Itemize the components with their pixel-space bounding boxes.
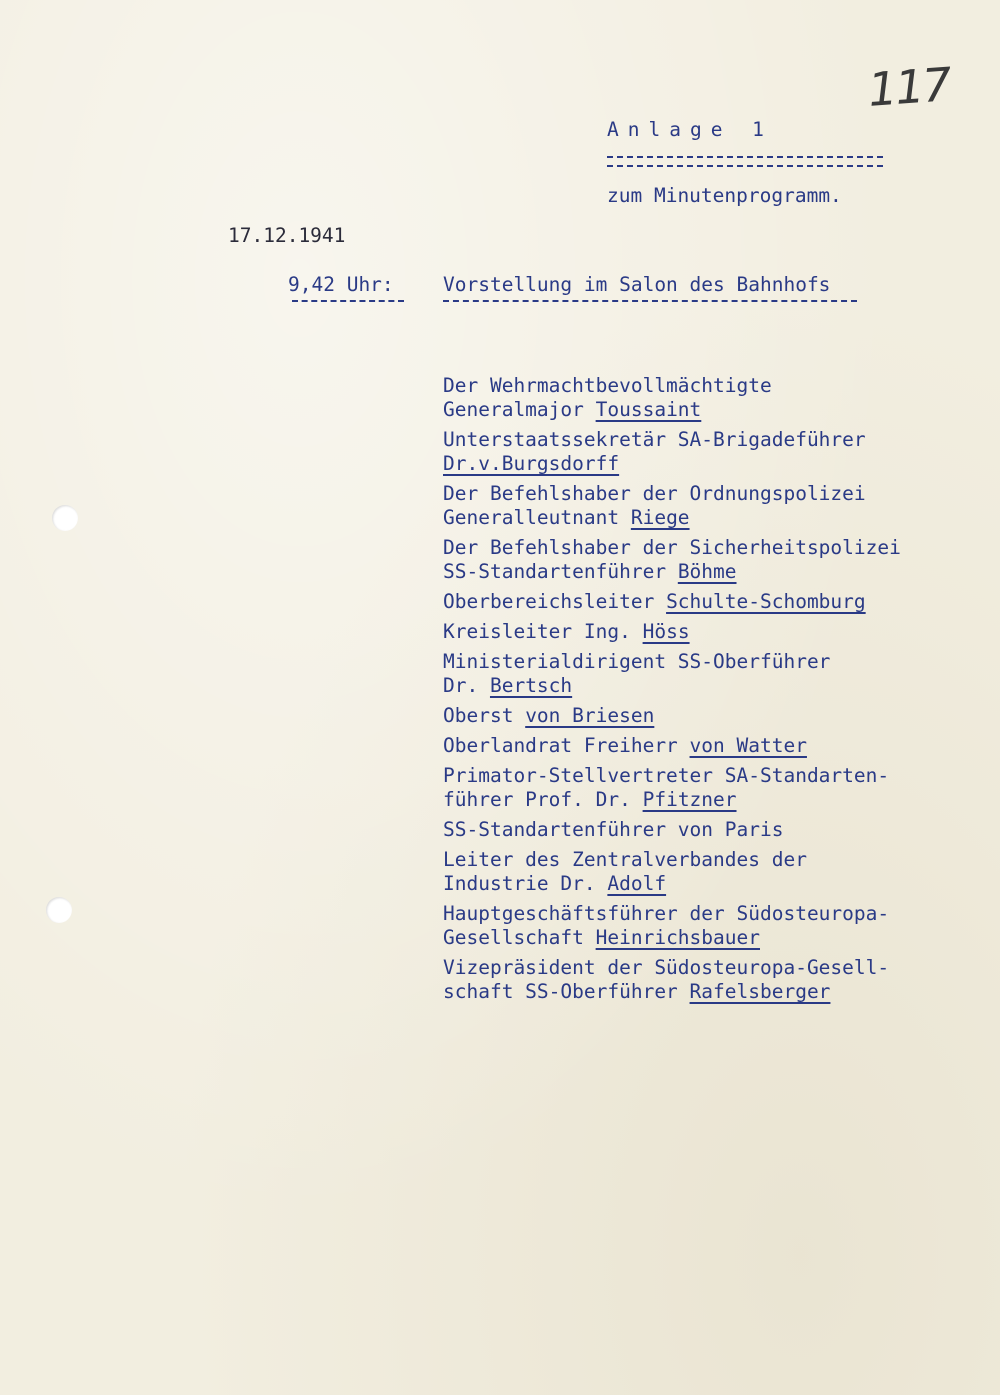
attendee-title-text: Hauptgeschäftsführer der Südosteuropa- — [443, 902, 890, 925]
attendee-name: Rafelsberger — [689, 980, 831, 1003]
attendee-entry — [443, 902, 901, 950]
attendee-title-text: Primator-Stellvertreter SA-Standarten- — [443, 764, 890, 787]
attendee-entry — [443, 536, 901, 584]
attendee-title-text: Gesellschaft — [443, 926, 596, 949]
attendee-line — [443, 506, 901, 530]
attendee-name: von Watter — [689, 734, 807, 757]
attendee-name: Heinrichsbauer — [595, 926, 760, 949]
attendee-line — [443, 704, 901, 728]
attendee-title-text: Dr. — [443, 674, 490, 697]
attendee-name: Böhme — [677, 560, 737, 583]
attendee-line — [443, 956, 901, 980]
attendee-entry — [443, 956, 901, 1004]
attendee-title-text: Unterstaatssekretär SA-Brigadeführer — [443, 428, 866, 451]
attendee-name: Toussaint — [595, 398, 702, 421]
attendee-entry — [443, 650, 901, 698]
attendee-title-text: Generalleutnant — [443, 506, 631, 529]
attendee-name: Bertsch — [489, 674, 573, 697]
handwritten-page-number: 117 — [866, 57, 952, 117]
attendee-line — [443, 872, 901, 896]
attendee-title-text: Ministerialdirigent SS-Oberführer — [443, 650, 831, 673]
attendee-name: Pfitzner — [642, 788, 737, 811]
attendee-list — [443, 374, 901, 1010]
attendee-name: Dr.v.Burgsdorff — [443, 452, 620, 475]
attendee-line — [443, 848, 901, 872]
attendee-title-text: Der Befehlshaber der Ordnungspolizei — [443, 482, 866, 505]
attendee-title-text: Oberbereichsleiter — [443, 590, 667, 613]
attendee-line — [443, 536, 901, 560]
attendee-entry — [443, 734, 901, 758]
attendee-line — [443, 428, 901, 452]
attendee-line — [443, 560, 901, 584]
attendee-title-text: Oberst — [443, 704, 526, 727]
attendee-entry — [443, 374, 901, 422]
attendee-line — [443, 374, 901, 398]
attendee-entry — [443, 620, 901, 644]
attendee-line — [443, 902, 901, 926]
attendee-entry — [443, 590, 901, 614]
attendee-title-text: schaft SS-Oberführer — [443, 980, 690, 1003]
punch-hole-top — [52, 505, 78, 531]
attendee-entry — [443, 704, 901, 728]
attendee-line — [443, 590, 901, 614]
attendee-line — [443, 482, 901, 506]
attendee-entry — [443, 428, 901, 476]
attendee-line — [443, 620, 901, 644]
time-underline — [292, 300, 404, 302]
attendee-title-text: Oberlandrat Freiherr — [443, 734, 690, 757]
annex-subheading: zum Minutenprogramm. — [607, 184, 842, 207]
attendee-title-text: Der Befehlshaber der Sicherheitspolizei — [443, 536, 901, 559]
attendee-title-text: Generalmajor — [443, 398, 596, 421]
attendee-title-text: führer Prof. Dr. — [443, 788, 643, 811]
attendee-name: Höss — [642, 620, 690, 643]
attendee-title-text: Leiter des Zentralverbandes der — [443, 848, 807, 871]
attendee-line — [443, 650, 901, 674]
attendee-line — [443, 398, 901, 422]
annex-heading: Anlage 1 — [607, 118, 773, 141]
attendee-line — [443, 764, 901, 788]
attendee-entry — [443, 764, 901, 812]
attendee-name: Schulte-Schomburg — [666, 590, 866, 613]
punch-hole-bottom — [46, 897, 72, 923]
attendee-name: Riege — [630, 506, 690, 529]
attendee-title-text: Der Wehrmachtbevollmächtigte — [443, 374, 772, 397]
attendee-line — [443, 452, 901, 476]
attendee-name: von Briesen — [525, 704, 655, 727]
attendee-line — [443, 788, 901, 812]
heading-double-rule — [607, 156, 883, 167]
attendee-entry — [443, 482, 901, 530]
attendee-name: Adolf — [607, 872, 667, 895]
attendee-line — [443, 674, 901, 698]
document-date: 17.12.1941 — [228, 224, 346, 247]
attendee-line — [443, 926, 901, 950]
attendee-title-text: Vizepräsident der Südosteuropa-Gesell- — [443, 956, 890, 979]
venue-underline — [443, 300, 857, 302]
attendee-entry — [443, 818, 901, 842]
schedule-time: 9,42 Uhr: — [288, 273, 394, 296]
attendee-title-text: SS-Standartenführer — [443, 560, 678, 583]
attendee-title-text: SS-Standartenführer von Paris — [443, 818, 784, 841]
attendee-title-text: Industrie Dr. — [443, 872, 608, 895]
schedule-venue: Vorstellung im Salon des Bahnhofs — [443, 273, 831, 296]
attendee-line — [443, 818, 901, 842]
attendee-entry — [443, 848, 901, 896]
attendee-title-text: Kreisleiter Ing. — [443, 620, 643, 643]
attendee-line — [443, 734, 901, 758]
attendee-line — [443, 980, 901, 1004]
